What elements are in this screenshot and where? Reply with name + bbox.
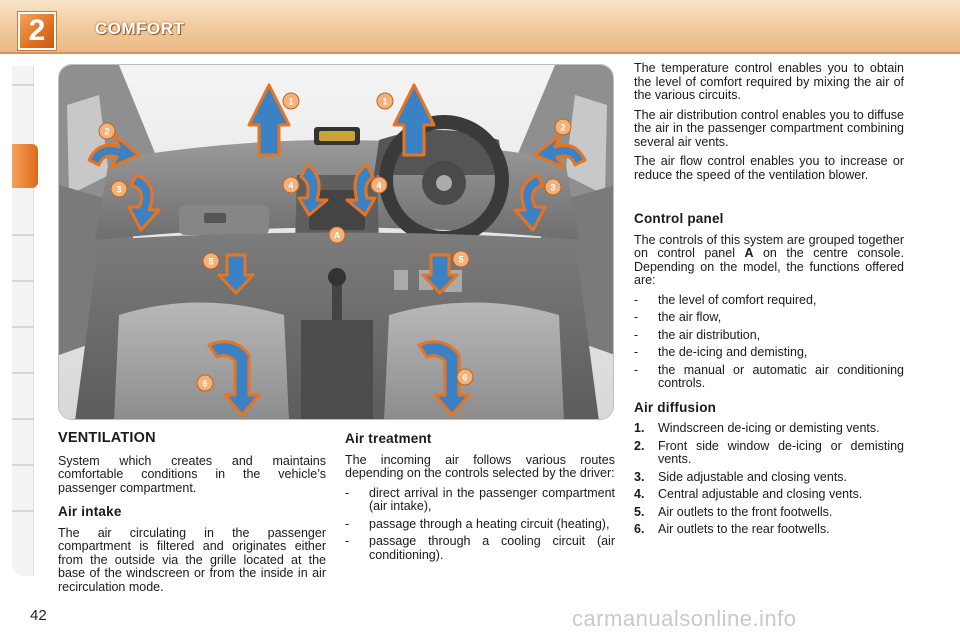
callout-2-right — [555, 119, 571, 135]
callout-1-left — [283, 93, 299, 109]
air-distribution-text: The air distribution control enables you to diffuse the air in the passenger compartment combining several air vents. — [634, 107, 904, 149]
gear-lever — [328, 268, 346, 286]
list-item: 1. Windscreen de-icing or demisting vents. — [634, 421, 880, 435]
air-treatment-list — [345, 487, 615, 563]
list-item: - passage through a heating circuit (heating), — [345, 516, 610, 531]
chapter-title: COMFORT — [95, 19, 185, 38]
control-panel-text: The controls of this system are grouped together on control panel A on the centre console. Depending on the model, the functions offered are: — [634, 232, 904, 287]
list-item: 4. Central adjustable and closing vents. — [634, 487, 863, 501]
list-item: - direct arrival in the passenger compartment (air intake), — [345, 485, 615, 513]
callout-1-right — [377, 93, 393, 109]
control-functions-list — [634, 294, 904, 391]
svg-text:A: A — [333, 230, 341, 241]
svg-text:5: 5 — [208, 256, 214, 267]
list-item: 2. Front side window de-icing or demisting vents. — [634, 438, 904, 466]
side-tab-1[interactable] — [12, 84, 34, 86]
ventilation-column — [58, 432, 326, 600]
controls-column — [634, 62, 904, 541]
callout-4-left — [283, 177, 299, 193]
svg-text:2: 2 — [104, 126, 110, 137]
list-item: - the manual or automatic air conditioning controls. — [634, 362, 904, 390]
side-tab-4[interactable] — [12, 280, 34, 282]
list-item: - the air distribution, — [634, 327, 761, 342]
callout-3-right — [545, 179, 561, 195]
side-tab-2-active[interactable] — [12, 144, 38, 188]
air-diffusion-heading: Air diffusion — [634, 399, 717, 415]
air-treatment-intro: The incoming air follows various routes depending on the controls selected by the driver: — [345, 452, 615, 480]
car-interior-drawing — [59, 65, 614, 420]
svg-text:5: 5 — [458, 254, 464, 265]
callout-5-left — [203, 253, 219, 269]
watermark: carmanualsonline.info — [572, 606, 797, 631]
side-tab-6[interactable] — [12, 372, 34, 374]
svg-text:1: 1 — [288, 96, 294, 107]
air-intake-heading: Air intake — [58, 504, 122, 519]
air-flow-text: The air flow control enables you to increase or reduce the speed of the ventilation blower. — [634, 154, 904, 182]
svg-text:4: 4 — [376, 180, 382, 191]
side-tab-9[interactable] — [12, 510, 34, 512]
callout-6-right — [457, 369, 473, 385]
right-front-seat — [384, 303, 564, 421]
air-diffusion-list — [634, 422, 904, 537]
side-tab-8[interactable] — [12, 464, 34, 466]
ventilation-heading: VENTILATION — [58, 430, 156, 446]
air-intake-text: The air circulating in the passenger compartment is filtered and originates either from the outside via the grille located at the base of the windscreen or from the inside in air recirculation mode. — [58, 525, 326, 594]
list-item: - the air flow, — [634, 310, 722, 324]
svg-text:6: 6 — [462, 372, 468, 383]
callout-a — [329, 227, 345, 243]
side-tab-5[interactable] — [12, 326, 34, 328]
side-tab-3[interactable] — [12, 234, 34, 236]
ventilation-intro: System which creates and maintains comfortable conditions in the vehicle’s passenger compartment. — [58, 453, 326, 495]
callout-5-right — [453, 251, 469, 267]
header-divider — [0, 52, 960, 54]
left-front-seat — [114, 303, 289, 421]
callout-4-right — [371, 177, 387, 193]
callout-3-left — [111, 181, 127, 197]
temperature-control-text: The temperature control enables you to obtain the level of comfort required by mixing the air of the various circuits. — [634, 61, 904, 102]
svg-text:3: 3 — [116, 184, 122, 195]
svg-text:3: 3 — [550, 182, 556, 193]
callout-2-left — [99, 123, 115, 139]
list-item: - the de-icing and demisting, — [634, 345, 808, 359]
list-item: 3. Side adjustable and closing vents. — [634, 469, 848, 484]
svg-text:1: 1 — [382, 96, 388, 107]
chapter-number-badge: 2 — [18, 12, 56, 50]
callout-6-left — [197, 375, 213, 391]
svg-text:4: 4 — [288, 180, 294, 191]
svg-text:2: 2 — [560, 122, 566, 133]
chapter-side-tabs — [12, 66, 34, 576]
list-item: - the level of comfort required, — [634, 292, 817, 307]
list-item: 6. Air outlets to the rear footwells. — [634, 522, 830, 536]
control-panel-heading: Control panel — [634, 211, 724, 226]
car-interior-illustration — [58, 64, 614, 420]
list-item: 5. Air outlets to the front footwells. — [634, 504, 833, 519]
list-item: - passage through a cooling circuit (air conditioning). — [345, 534, 615, 562]
side-tab-7[interactable] — [12, 418, 34, 420]
air-treatment-heading: Air treatment — [345, 431, 432, 446]
page-number: 42 — [30, 607, 47, 624]
svg-text:6: 6 — [202, 378, 208, 389]
air-treatment-column — [345, 432, 615, 566]
